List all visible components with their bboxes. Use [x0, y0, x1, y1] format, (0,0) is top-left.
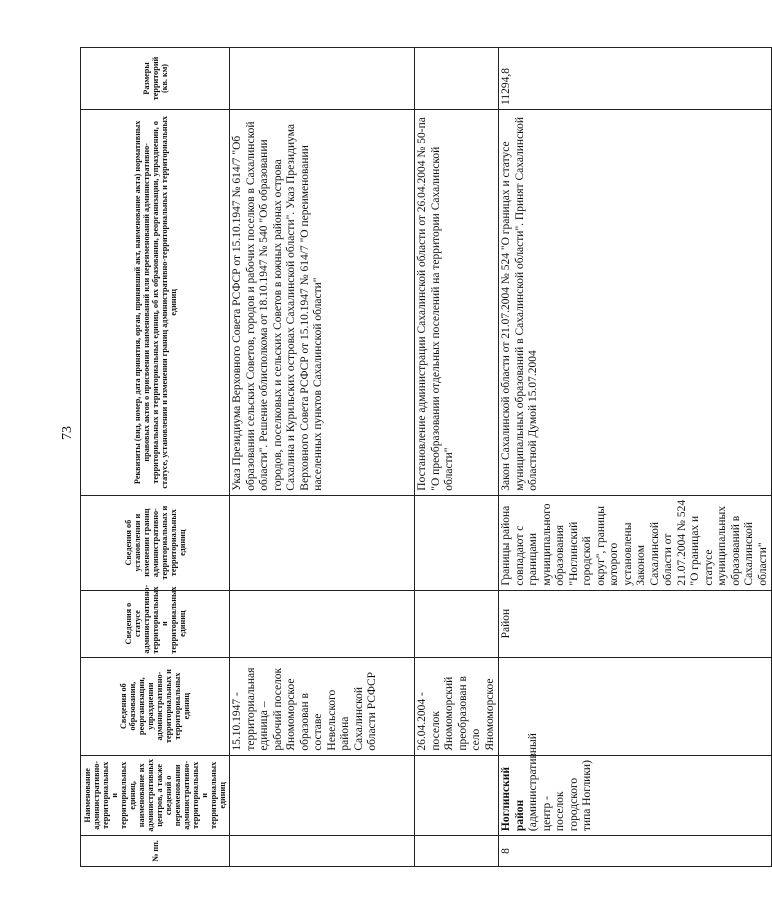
- cell-area: [230, 48, 415, 110]
- cell-area: 11294,8: [499, 48, 772, 110]
- header-row: [81, 48, 230, 867]
- district-name: Ноглинский район: [500, 767, 526, 832]
- page-number: 73: [60, 426, 75, 440]
- table-row: [415, 48, 499, 867]
- rotated-sheet: [80, 47, 769, 867]
- cell-status: [230, 590, 415, 657]
- cell-formation: 15.10.1947 - территориальная единица – рабочий поселок Яномоморское образован в составе Невельского района Сахалинской области РСФСР: [230, 657, 415, 755]
- cell-status: [415, 590, 499, 657]
- cell-no: [230, 836, 415, 867]
- table-row: [499, 48, 772, 867]
- header-requisites: Реквизиты (вид, номер, дата принятия, орган, принявший акт, наименование акта) нормативных правовых актов о присвоении наименований или переименований административно-территориальных и территориальных единиц, об их образовании, реорганизации, упразднении, о статусе, установлении и изменении границ административно-территориальных и территориальных единиц: [81, 109, 230, 495]
- district-center: (административный центр - поселок городского типа Ноглики): [527, 733, 593, 832]
- table-row: [230, 48, 415, 867]
- header-established: Сведения об установлении и изменении границ административно-территориальных и территориальных единиц: [81, 495, 230, 590]
- cell-no: 8: [499, 836, 772, 867]
- cell-established: [415, 495, 499, 590]
- cell-formation: 26.04.2004 - поселок Яномоморский преобразован в село Яномоморское: [415, 657, 499, 755]
- header-name: Наименование административно-территориальных и территориальных единиц, наименование их административных центров, а также сведений о переименовании административно-территориальных и территориальных единиц: [81, 755, 230, 835]
- cell-established: Границы района совпадают с границами муниципального образования "Ноглинский городской округ", границы которого установлены Законом Сахалинской области от 21.07.2004 № 524 "О границах и статусе муниципальных образований в Сахалинской области": [499, 495, 772, 590]
- cell-status: Район: [499, 590, 772, 657]
- header-status: Сведения о статусе административно-территориальных и территориальных единиц: [81, 590, 230, 657]
- cell-area: [415, 48, 499, 110]
- cell-established: [230, 495, 415, 590]
- cell-formation: [499, 657, 772, 755]
- cell-name: [415, 755, 499, 835]
- cell-name: [230, 755, 415, 835]
- cell-name: [499, 733, 772, 835]
- cell-requisites: Указ Президиума Верховного Совета РСФСР от 15.10.1947 № 614/7 "Об образовании сельских Советов, городов и рабочих поселков в Сахалинской области". Решение облисполкома от 18.10.1947 № 540 "Об образовании городов, поселковых и сельских Советов в южных районах острова Сахалина и Курильских островах Сахалинской области". Указ Президиума Верховного Совета РСФСР от 15.10.1947 № 614/7 "О переименовании населенных пунктов Сахалинской области": [230, 109, 415, 495]
- header-no: № пп.: [81, 836, 230, 867]
- header-area: Размеры территорий (кв. км): [81, 48, 230, 110]
- registry-table: [80, 47, 772, 867]
- cell-requisites: Постановление администрации Сахалинской области от 26.04.2004 № 50-па "О преобразовании отдельных поселений на территории Сахалинской области": [415, 109, 499, 495]
- cell-no: [415, 836, 499, 867]
- cell-requisites: Закон Сахалинской области от 21.07.2004 № 524 "О границах и статусе муниципальных образований в Сахалинской области". Принят Сахалинской областной Думой 15.07.2004: [499, 109, 772, 495]
- header-formation: Сведения об образовании, реорганизации, упразднении административно-территориальных и территориальных единиц: [81, 657, 230, 755]
